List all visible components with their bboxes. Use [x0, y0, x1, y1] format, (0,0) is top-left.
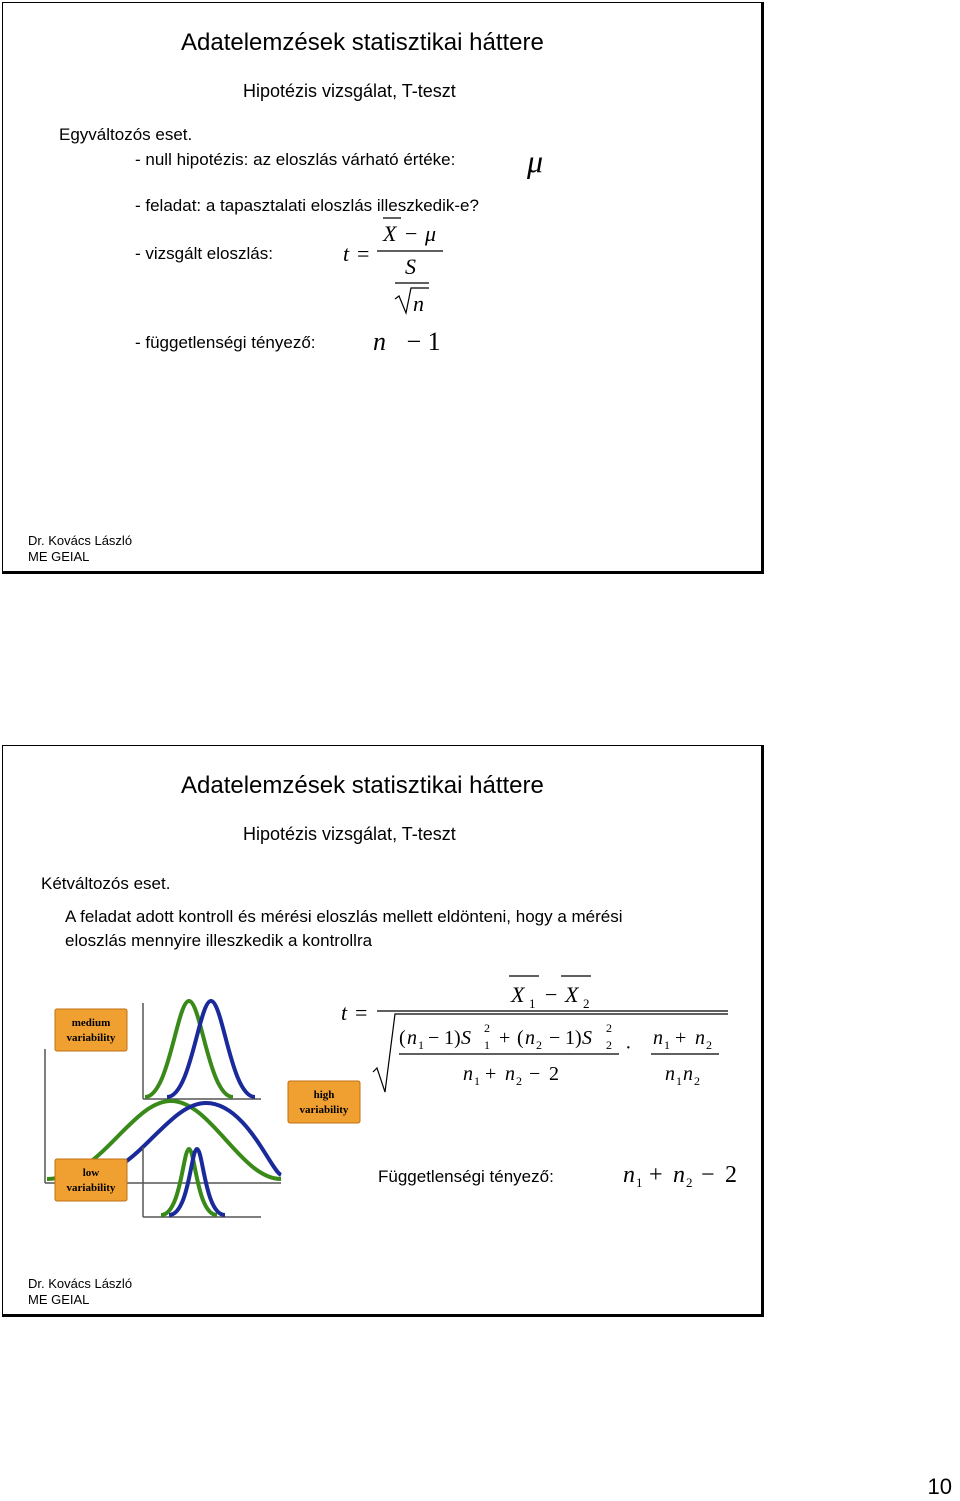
r-n1-var: n: [653, 1027, 663, 1049]
minus-2: −: [549, 1027, 561, 1049]
df-n2-sub: 2: [686, 1175, 693, 1190]
df-line: - függetlenségi tényező:: [135, 333, 316, 352]
label-medium-box: [55, 1009, 127, 1051]
task-line: - feladat: a tapasztalati eloszlás illeszkedik-e?: [135, 196, 479, 215]
n2-sub: 2: [536, 1038, 542, 1052]
plus-1: +: [499, 1027, 511, 1049]
s1-exp: 2: [484, 1021, 490, 1035]
df-n: n: [373, 327, 386, 356]
den-two: 2: [549, 1063, 559, 1085]
multiply-dot: ·: [625, 1037, 632, 1059]
den-plus: +: [485, 1063, 497, 1085]
t-var: t: [343, 241, 350, 266]
s1-var: S: [461, 1027, 471, 1049]
footer: [28, 1276, 132, 1308]
den-n2-sub: 2: [516, 1074, 522, 1088]
footer-org: ME GEIAL: [28, 1292, 90, 1307]
label-medium-line2: variability: [66, 1032, 116, 1044]
den-n2-var: n: [505, 1063, 515, 1085]
section-heading: Egyváltozós eset.: [59, 125, 193, 144]
lparen-1: (: [399, 1027, 406, 1049]
r-n1-sub: 1: [664, 1038, 670, 1052]
equals-sign: =: [357, 241, 370, 266]
df-label: Függetlenségi tényező:: [378, 1167, 554, 1186]
s2-var: S: [582, 1027, 592, 1049]
df-formula: [373, 327, 441, 357]
df-one: 1: [427, 327, 441, 356]
label-medium-line1: medium: [71, 1017, 111, 1029]
n-var: n: [413, 291, 424, 316]
footer-org: ME GEIAL: [28, 549, 90, 564]
one-2: 1: [565, 1027, 575, 1049]
s2-sub: 2: [606, 1038, 612, 1052]
x-var: X: [383, 221, 397, 246]
lparen-2: (: [517, 1027, 524, 1049]
footer-author: Dr. Kovács László: [28, 533, 133, 548]
n1-var: n: [407, 1027, 417, 1049]
df-n1-var: n: [623, 1162, 635, 1188]
label-low-box: [55, 1159, 127, 1201]
df-n2-var: n: [673, 1162, 685, 1188]
footer: [28, 533, 132, 565]
slide-title: Adatelemzések statisztikai háttere: [181, 772, 544, 799]
n2-var: n: [525, 1027, 535, 1049]
df-formula-two-sample: [621, 1154, 751, 1194]
paragraph-line-2: eloszlás mennyire illeszkedik a kontrollra: [65, 931, 373, 950]
minus-1: −: [428, 1027, 440, 1049]
n1-sub: 1: [418, 1038, 424, 1052]
t-formula-one-sample: [333, 213, 463, 318]
minus-sign: −: [405, 221, 418, 246]
label-low-line1: low: [82, 1167, 100, 1179]
label-low-line2: variability: [66, 1182, 116, 1194]
slide-2: [2, 745, 764, 1317]
slide-subtitle: Hipotézis vizsgálat, T-teszt: [243, 824, 456, 844]
one-1: 1: [444, 1027, 454, 1049]
r-den-n1-var: n: [665, 1063, 675, 1085]
numerator-minus: −: [545, 982, 558, 1007]
den-minus: −: [529, 1063, 541, 1085]
label-high-line1: high: [313, 1089, 335, 1101]
x1-var: X: [511, 982, 525, 1007]
den-n1-var: n: [463, 1063, 473, 1085]
rparen-2: ): [575, 1027, 582, 1049]
t-var: t: [341, 1000, 348, 1025]
s-var: S: [405, 254, 416, 279]
page-number: 10: [927, 1474, 952, 1499]
x2-sub: 2: [583, 996, 590, 1011]
mu-var: μ: [425, 221, 437, 246]
r-plus: +: [675, 1027, 687, 1049]
equals-sign: =: [355, 1000, 368, 1025]
slide-1: [2, 2, 764, 574]
df-two: 2: [725, 1162, 737, 1188]
rparen-1: ): [454, 1027, 461, 1049]
r-n2-sub: 2: [706, 1038, 712, 1052]
df-minus: −: [406, 327, 422, 356]
r-den-n2-var: n: [683, 1063, 693, 1085]
paragraph-line-1: A feladat adott kontroll és mérési eloszlás mellett eldönteni, hogy a mérési: [65, 907, 623, 926]
df-n1-sub: 1: [636, 1175, 643, 1190]
s2-exp: 2: [606, 1021, 612, 1035]
df-plus: +: [649, 1162, 663, 1188]
r-den-n1-sub: 1: [676, 1074, 682, 1088]
x1-sub: 1: [529, 996, 536, 1011]
label-high-line2: variability: [299, 1104, 349, 1116]
distribution-line: - vizsgált eloszlás:: [135, 244, 273, 263]
r-n2-var: n: [695, 1027, 705, 1049]
r-den-n2-sub: 2: [694, 1074, 700, 1088]
s1-sub: 1: [484, 1038, 490, 1052]
mu-symbol: μ: [527, 143, 544, 179]
low-variability-illustration: [41, 1141, 281, 1221]
null-hypothesis-line: - null hipotézis: az eloszlás várható értéke:: [135, 150, 456, 169]
section-heading: Kétváltozós eset.: [41, 874, 171, 893]
slide-title: Adatelemzések statisztikai háttere: [181, 29, 544, 56]
x2-var: X: [565, 982, 579, 1007]
t-formula-two-sample: [333, 968, 743, 1098]
den-n1-sub: 1: [474, 1074, 480, 1088]
df-minus: −: [701, 1162, 715, 1188]
slide-subtitle: Hipotézis vizsgálat, T-teszt: [243, 81, 456, 101]
footer-author: Dr. Kovács László: [28, 1276, 133, 1291]
